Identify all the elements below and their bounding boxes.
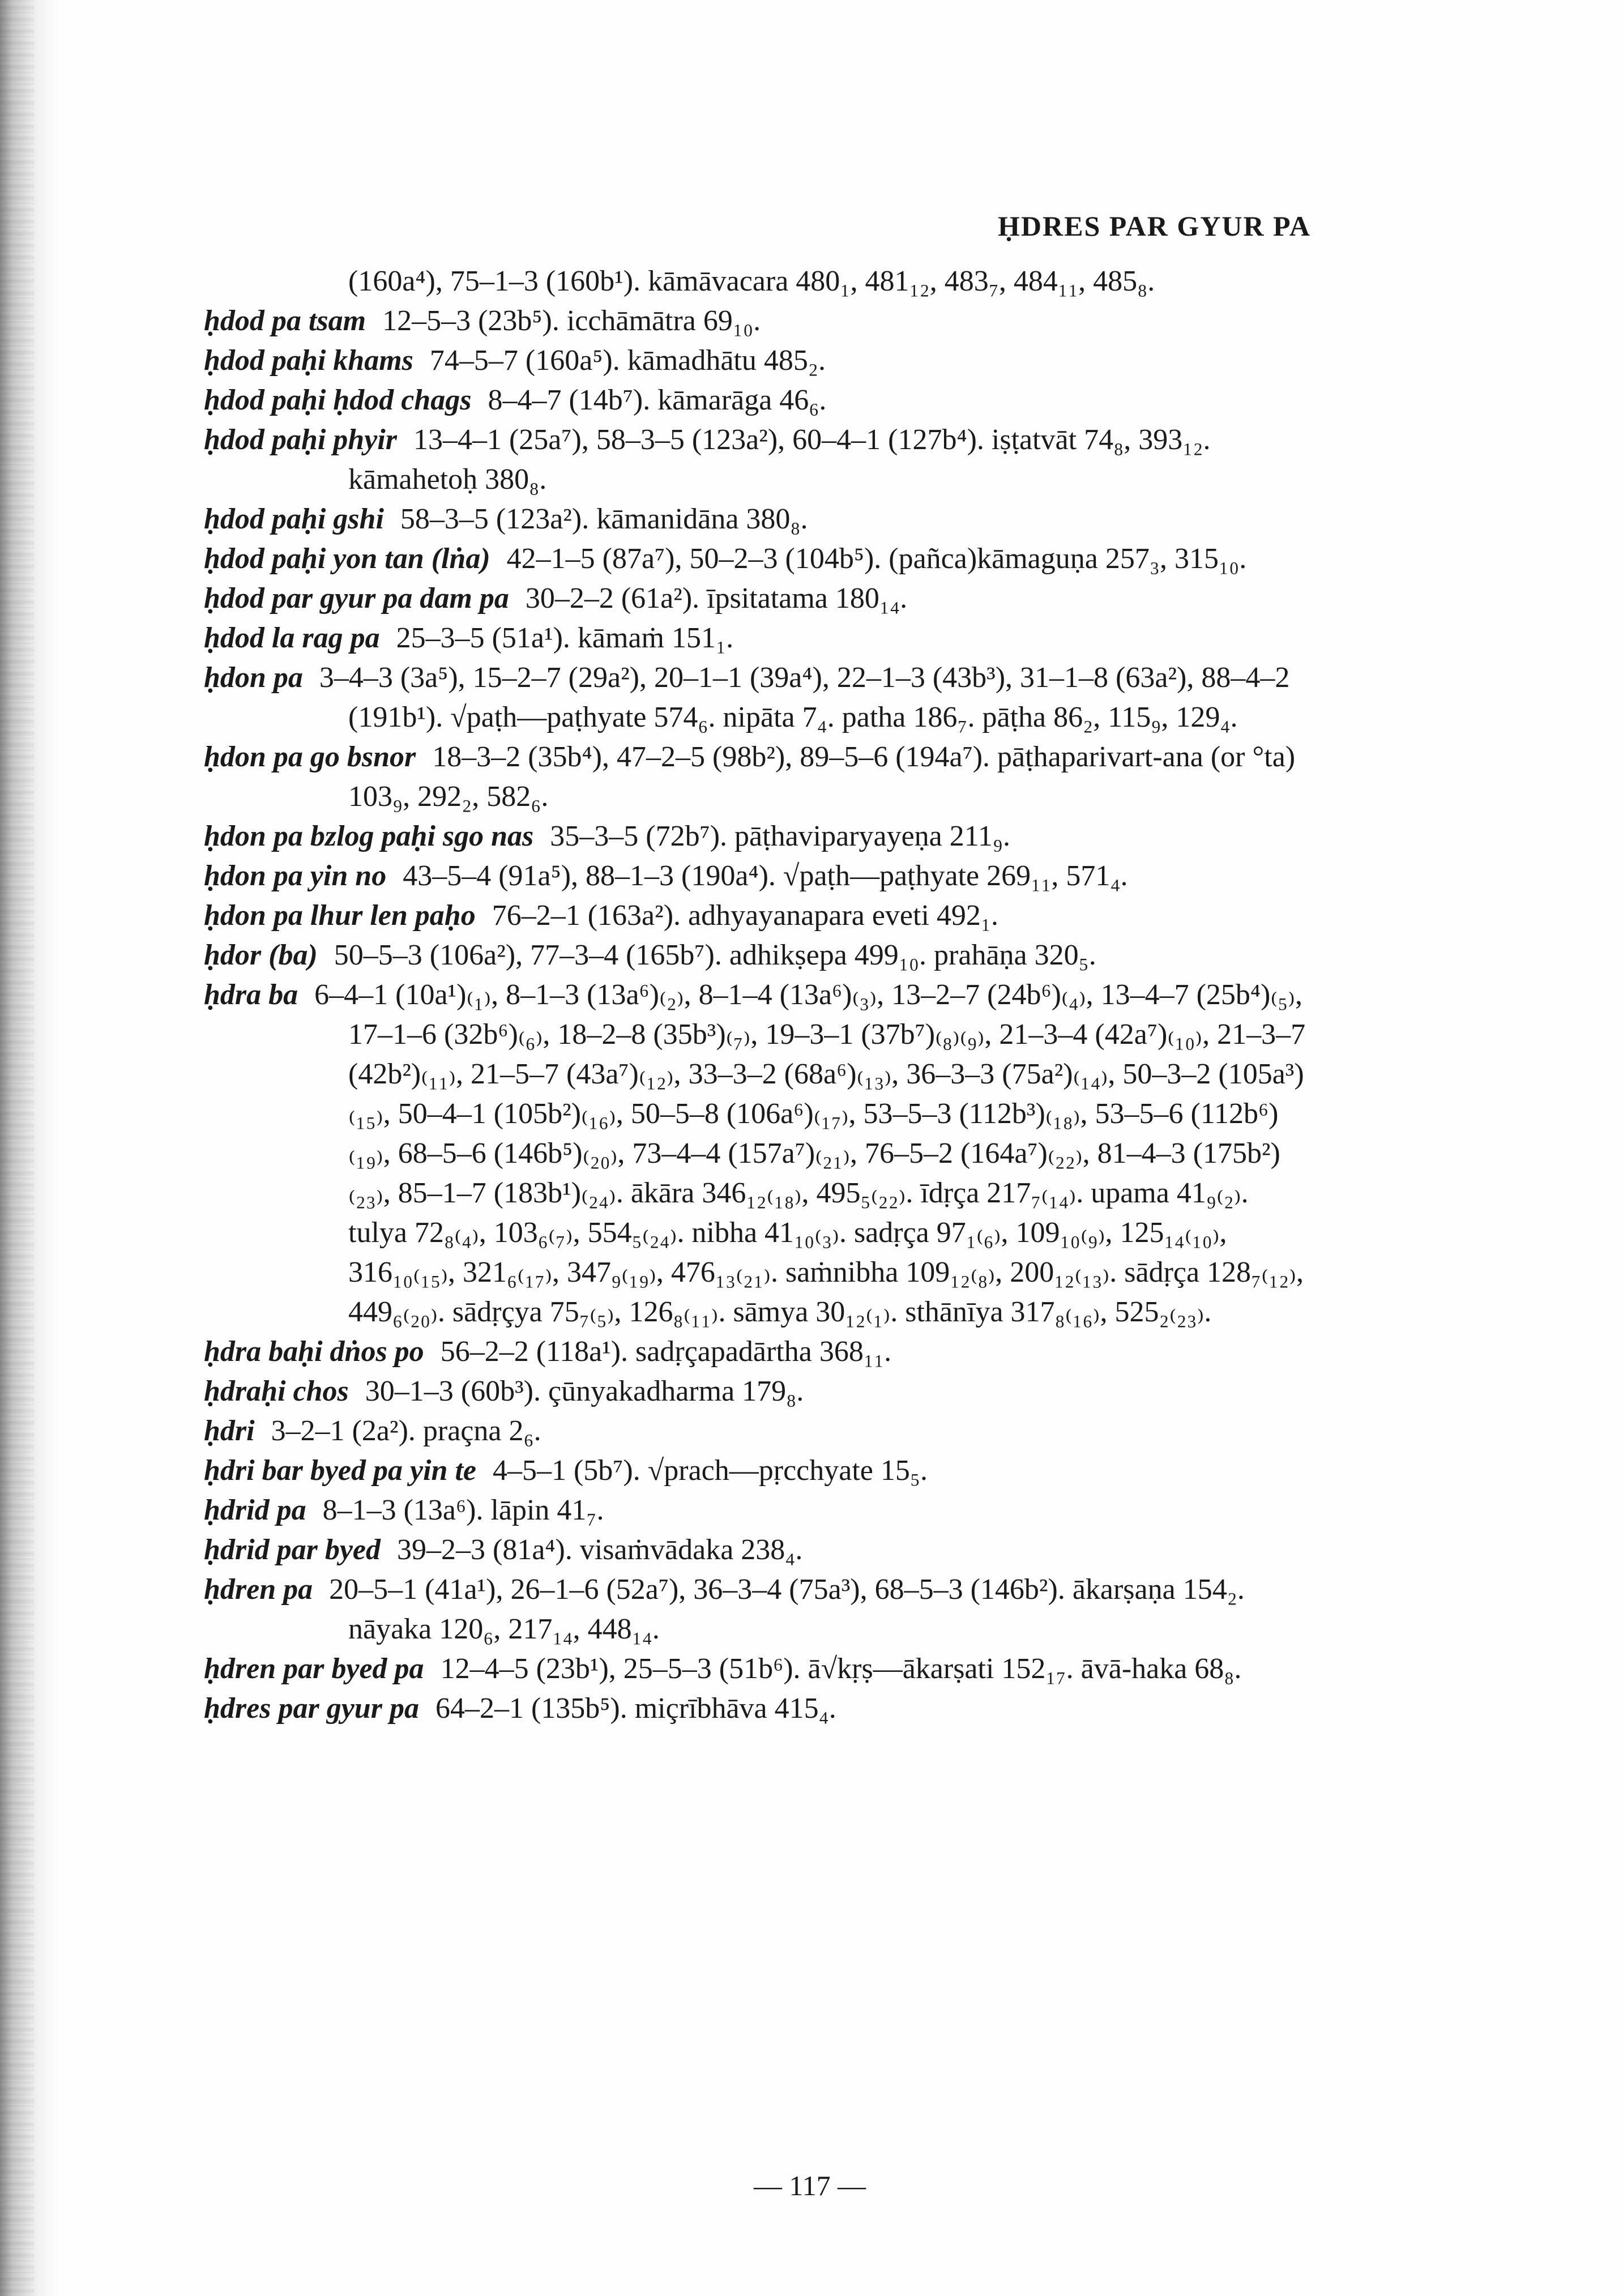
entry-text: 35–3–5 (72b⁷). pāṭhaviparyayeṇa 211₉.: [550, 820, 1010, 852]
entry-text: 18–3–2 (35b⁴), 47–2–5 (98b²), 89–5–6 (194a⁷). pāṭhaparivart-ana (or °ta) 103₉, 292₂, 582₆.: [348, 741, 1296, 813]
entry-text: 64–2–1 (135b⁵). miçrībhāva 415₄.: [435, 1692, 836, 1725]
dictionary-entry: [204, 737, 1314, 817]
entry-text: 74–5–7 (160a⁵). kāmadhātu 485₂.: [429, 344, 826, 377]
entry-headword: ḥdon pa bzlog paḥi sgo nas: [204, 820, 534, 852]
entry-headword: ḥdon pa: [204, 662, 303, 694]
entry-text: 8–1–3 (13a⁶). lāpin 41₇.: [322, 1494, 604, 1526]
dictionary-entry: [204, 1411, 1314, 1451]
entry-text: 50–5–3 (106a²), 77–3–4 (165b⁷). adhikṣepa 499₁₀. prahāṇa 320₅.: [334, 939, 1096, 971]
entry-text: 56–2–2 (118a¹). sadṛçapadārtha 368₁₁.: [440, 1335, 892, 1368]
entry-text: 3–2–1 (2a²). praçna 2₆.: [271, 1415, 541, 1447]
entry-text: 8–4–7 (14b⁷). kāmarāga 46₆.: [488, 384, 827, 416]
dictionary-entry: [204, 1451, 1314, 1491]
entry-headword: ḥdra ba: [204, 979, 298, 1011]
dictionary-entry-continued: [204, 262, 1314, 301]
entry-headword: ḥdon pa lhur len paḥo: [204, 899, 476, 932]
entry-text: 58–3–5 (123a²). kāmanidāna 380₈.: [400, 503, 808, 535]
entry-headword: ḥdod paḥi khams: [204, 344, 413, 377]
dictionary-entry: [204, 658, 1314, 737]
binding-edge-texture: [0, 0, 34, 2296]
entry-text: 6–4–1 (10a¹)₍₁₎, 8–1–3 (13a⁶)₍₂₎, 8–1–4 (13a⁶)₍₃₎, 13–2–7 (24b⁶)₍₄₎, 13–4–7 (25b⁴)₍₅₎, 17–1–6 (32b⁶)₍₆₎, 18–2–8 (35b³)₍₇₎, 19–3–1 (37b⁷)₍₈₎₍₉₎, 21–3–4 (42a⁷)₍₁₀₎, 21–3–7 (42b²)₍₁₁₎, 21–5–7 (43a⁷)₍₁₂₎, 33–3–2 (68a⁶)₍₁₃₎, 36–3–3 (75a²)₍₁₄₎, 50–3–2 (105a³)₍₁₅₎, 50–4–1 (105b²)₍₁₆₎, 50–5–8 (106a⁶)₍₁₇₎, 53–5–3 (112b³)₍₁₈₎, 53–5–6 (112b⁶)₍₁₉₎, 68–5–6 (146b⁵)₍₂₀₎, 73–4–4 (157a⁷)₍₂₁₎, 76–5–2 (164a⁷)₍₂₂₎, 81–4–3 (175b²)₍₂₃₎, 85–1–7 (183b¹)₍₂₄₎. ākāra 346₁₂₍₁₈₎, 495₅₍₂₂₎. īdṛça 217₇₍₁₄₎. upama 41₉₍₂₎. tulya 72₈₍₄₎, 103₆₍₇₎, 554₅₍₂₄₎. nibha 41₁₀₍₃₎. sadṛça 97₁₍₆₎, 109₁₀₍₉₎, 125₁₄₍₁₀₎, 316₁₀₍₁₅₎, 321₆₍₁₇₎, 347₉₍₁₉₎, 476₁₃₍₂₁₎. saṁnibha 109₁₂₍₈₎, 200₁₂₍₁₃₎. sādṛça 128₇₍₁₂₎, 449₆₍₂₀₎. sādṛçya 75₇₍₅₎, 126₈₍₁₁₎. sāmya 30₁₂₍₁₎. sthānīya 317₈₍₁₆₎, 525₂₍₂₃₎.: [314, 979, 1306, 1328]
dictionary-entry: [204, 301, 1314, 341]
dictionary-entry: [204, 341, 1314, 381]
dictionary-entry: [204, 975, 1314, 1332]
entry-headword: ḥdon pa go bsnor: [204, 741, 416, 773]
entry-headword: ḥdrid pa: [204, 1494, 306, 1526]
entry-headword: ḥdon pa yin no: [204, 860, 387, 892]
dictionary-entry: [204, 618, 1314, 658]
page-number: — 117 —: [753, 2170, 866, 2201]
entry-headword: ḥdod paḥi phyir: [204, 424, 397, 456]
dictionary-entry: [204, 1372, 1314, 1411]
entry-text: 12–5–3 (23b⁵). icchāmātra 69₁₀.: [382, 305, 761, 337]
entry-headword: ḥdrid par byed: [204, 1534, 381, 1566]
dictionary-entry: [204, 1491, 1314, 1530]
entry-text: 39–2–3 (81a⁴). visaṁvādaka 238₄.: [397, 1534, 803, 1566]
dictionary-entry: [204, 500, 1314, 539]
entry-text: 13–4–1 (25a⁷), 58–3–5 (123a²), 60–4–1 (127b⁴). iṣṭatvāt 74₈, 393₁₂. kāmahetoḥ 380₈.: [348, 424, 1211, 496]
entry-headword: ḥdren par byed pa: [204, 1653, 424, 1685]
dictionary-entry: [204, 1689, 1314, 1729]
entry-headword: ḥdraḥi chos: [204, 1375, 349, 1407]
entry-text: 25–3–5 (51a¹). kāmaṁ 151₁.: [396, 622, 734, 654]
entry-text: 30–2–2 (61a²). īpsitatama 180₁₄.: [525, 582, 908, 614]
entry-headword: ḥdod paḥi ḥdod chags: [204, 384, 472, 416]
dictionary-entry: [204, 1530, 1314, 1570]
entry-text: 76–2–1 (163a²). adhyayanapara eveti 492₁.: [492, 899, 999, 932]
entry-headword: ḥdri: [204, 1415, 255, 1447]
dictionary-entries: [204, 262, 1314, 1729]
entry-text: 3–4–3 (3a⁵), 15–2–7 (29a²), 20–1–1 (39a⁴), 22–1–3 (43b³), 31–1–8 (63a²), 88–4–2 (191b¹). √paṭh—paṭhyate 574₆. nipāta 7₄. patha 186₇. pāṭha 86₂, 115₉, 129₄.: [319, 662, 1290, 733]
entry-text: 4–5–1 (5b⁷). √prach—pṛcchyate 15₅.: [492, 1454, 928, 1487]
entry-headword: ḥdor (ba): [204, 939, 318, 971]
running-head: ḤDRES PAR GYUR PA: [998, 210, 1311, 242]
entry-text: 12–4–5 (23b¹), 25–5–3 (51b⁶). ā√kṛṣ—ākarṣati 152₁₇. āvā-haka 68₈.: [440, 1653, 1242, 1685]
dictionary-entry: [204, 1570, 1314, 1649]
dictionary-entry: [204, 896, 1314, 936]
dictionary-entry: [204, 420, 1314, 500]
entry-headword: ḥdres par gyur pa: [204, 1692, 419, 1725]
dictionary-entry: [204, 856, 1314, 896]
entry-headword: ḥdra baḥi dṅos po: [204, 1335, 424, 1368]
entry-headword: ḥdod par gyur pa dam pa: [204, 582, 509, 614]
entry-text: 30–1–3 (60b³). çūnyakadharma 179₈.: [365, 1375, 804, 1407]
entry-text: 42–1–5 (87a⁷), 50–2–3 (104b⁵). (pañca)kāmaguṇa 257₃, 315₁₀.: [506, 543, 1247, 575]
entry-headword: ḥdren pa: [204, 1573, 313, 1606]
entry-headword: ḥdod paḥi yon tan (lṅa): [204, 543, 490, 575]
dictionary-entry: [204, 579, 1314, 618]
dictionary-entry: [204, 817, 1314, 856]
dictionary-entry: [204, 381, 1314, 420]
entry-text: 43–5–4 (91a⁵), 88–1–3 (190a⁴). √paṭh—paṭhyate 269₁₁, 571₄.: [403, 860, 1128, 892]
entry-headword: ḥdod paḥi gshi: [204, 503, 384, 535]
entry-headword: ḥdod la rag pa: [204, 622, 380, 654]
entry-text: (160a⁴), 75–1–3 (160b¹). kāmāvacara 480₁, 481₁₂, 483₇, 484₁₁, 485₈.: [348, 265, 1155, 297]
dictionary-entry: [204, 936, 1314, 975]
dictionary-entry: [204, 539, 1314, 579]
entry-headword: ḥdri bar byed pa yin te: [204, 1454, 476, 1487]
dictionary-entry: [204, 1649, 1314, 1689]
entry-text: 20–5–1 (41a¹), 26–1–6 (52a⁷), 36–3–4 (75a³), 68–5–3 (146b²). ākarṣaṇa 154₂. nāyaka 120₆, 217₁₄, 448₁₄.: [329, 1573, 1245, 1645]
dictionary-entry: [204, 1332, 1314, 1372]
entry-headword: ḥdod pa tsam: [204, 305, 366, 337]
